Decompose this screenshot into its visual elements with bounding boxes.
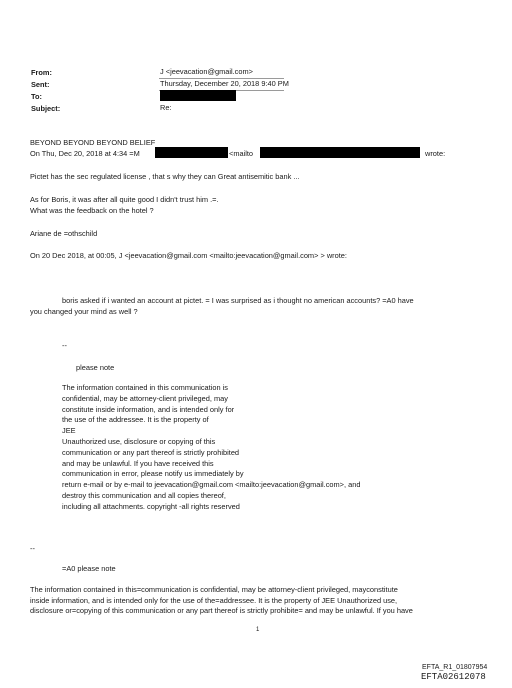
please-note-1: please note — [76, 363, 115, 372]
body-line-hotel: What was the feedback on the hotel ? — [30, 206, 154, 215]
redaction-sender-1 — [155, 147, 228, 158]
sent-value: Thursday, December 20, 2018 9:40 PM — [160, 79, 289, 88]
efta-stamp-large: EFTA02612078 — [421, 672, 486, 682]
conf-line: communication in error, please notify us immediately by — [62, 469, 244, 479]
body-line-on-thu: On Thu, Dec 20, 2018 at 4:34 =M — [30, 149, 140, 158]
separator-dashes-1: -- — [62, 341, 67, 350]
conf-line: the use of the addressee. It is the property of — [62, 415, 209, 425]
footer-confidentiality — [30, 585, 492, 617]
footer-line: The information contained in this=communication is confidential, may be attorney-client privileged, mayconstitute — [30, 585, 398, 594]
body-line-mailto: <mailto — [229, 149, 254, 158]
subject-label: Subject: — [31, 104, 61, 113]
conf-line: destroy this communication and all copies thereof, — [62, 490, 226, 500]
conf-line: including all attachments. copyright -all rights reserved — [62, 501, 240, 511]
subject-value: Re: — [160, 103, 172, 112]
conf-line: JEE — [62, 426, 76, 436]
quote-line-2: you changed your mind as well ? — [30, 307, 138, 316]
from-label: From: — [31, 68, 52, 77]
from-value: J <jeevacation@gmail.com> — [160, 67, 253, 76]
quote-line-1: boris asked if i wanted an account at pictet. = I was surprised as i thought no american accounts? =A0 have — [62, 296, 414, 305]
redaction-to — [160, 90, 236, 101]
conf-line: communication or any part thereof is strictly prohibited — [62, 447, 240, 457]
conf-line: The information contained in this communication is — [62, 383, 228, 392]
body-line-quote-header: On 20 Dec 2018, at 00:05, J <jeevacation@gmail.com <mailto:jeevacation@gmail.com> > wrote: — [30, 251, 347, 260]
body-line-beyond: BEYOND BEYOND BEYOND BELIEF — [30, 138, 156, 147]
body-line-boris: As for Boris, it was after all quite good I didn't trust him .=. — [30, 195, 219, 204]
redaction-sender-2 — [260, 147, 420, 158]
confidentiality-notice — [62, 383, 361, 513]
body-line-signature: Ariane de =othschild — [30, 229, 98, 238]
footer-line: disclosure or=copying of this communication or any part thereof is strictly prohibite= and may be unlawful. If you have — [30, 606, 413, 616]
efta-stamp-small: EFTA_R1_01807954 — [422, 664, 488, 671]
footer-line: inside information, and is intended only for the use of the=addressee. It is the property of JEE Unauthorized use, — [30, 595, 398, 605]
conf-line: constitute inside information, and is intended only for — [62, 404, 235, 414]
conf-line: return e-mail or by e-mail to jeevacation@gmail.com <mailto:jeevacation@gmail.com>, and — [62, 480, 361, 490]
body-line-pictet: Pictet has the sec regulated license , that s why they can Great antisemitic bank ... — [30, 172, 300, 181]
page-number: 1 — [256, 627, 260, 633]
sent-label: Sent: — [31, 80, 50, 89]
separator-dashes-2: -- — [30, 544, 35, 553]
please-note-2: =A0 please note — [62, 564, 116, 573]
to-label: To: — [31, 92, 42, 101]
body-line-wrote: wrote: — [425, 149, 446, 158]
conf-line: confidential, may be attorney-client privileged, may — [62, 393, 228, 403]
conf-line: and may be unlawful. If you have received this — [62, 458, 214, 468]
conf-line: Unauthorized use, disclosure or copying of this — [62, 436, 216, 446]
